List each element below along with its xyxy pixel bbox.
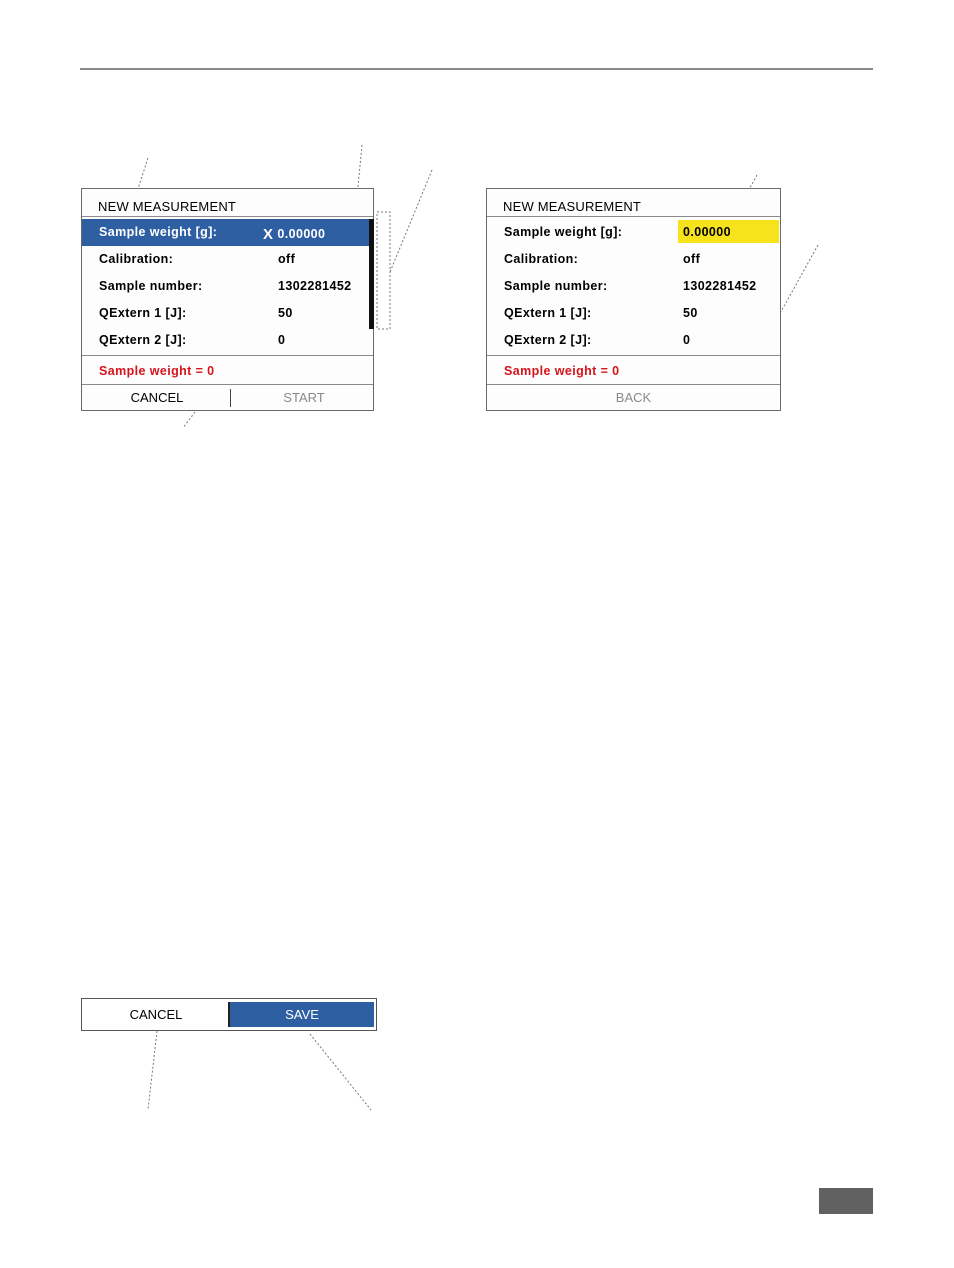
row-label: QExtern 1 [J]: bbox=[504, 306, 592, 320]
row-sample-number[interactable] bbox=[82, 273, 369, 300]
row-label: Sample number: bbox=[504, 279, 608, 293]
callout-softkeys bbox=[183, 412, 195, 428]
row-value: 0 bbox=[683, 333, 691, 347]
row-value[interactable] bbox=[263, 225, 325, 242]
softkey-bar bbox=[82, 385, 373, 411]
softkey-bar bbox=[487, 385, 780, 411]
callout-scrollbar bbox=[390, 170, 432, 272]
row-label: Sample weight [g]: bbox=[504, 225, 623, 239]
screen-title-bar bbox=[82, 189, 373, 217]
back-softkey[interactable]: BACK bbox=[615, 390, 652, 405]
status-line bbox=[82, 355, 373, 385]
row-qextern-2[interactable] bbox=[487, 327, 774, 354]
frame-scrollbar bbox=[377, 212, 390, 329]
status-text: Sample weight = 0 bbox=[504, 364, 620, 378]
row-value: 1302281452 bbox=[278, 279, 352, 293]
row-sample-number[interactable] bbox=[487, 273, 774, 300]
cancel-button[interactable]: CANCEL bbox=[129, 1007, 183, 1022]
sample-weight-value: 0.00000 bbox=[277, 227, 326, 241]
row-value: off bbox=[278, 252, 296, 266]
row-label: Sample weight [g]: bbox=[99, 225, 218, 239]
row-label: QExtern 2 [J]: bbox=[504, 333, 592, 347]
status-text: Sample weight = 0 bbox=[99, 364, 215, 378]
save-cancel-bar bbox=[81, 998, 377, 1031]
row-label: Calibration: bbox=[99, 252, 174, 266]
row-qextern-1[interactable] bbox=[487, 300, 774, 327]
row-value: 0.00000 bbox=[683, 225, 731, 239]
edit-marker-icon: X bbox=[263, 226, 274, 243]
row-sample-weight[interactable] bbox=[82, 219, 369, 246]
row-calibration[interactable] bbox=[82, 246, 369, 273]
screen-title-bar bbox=[487, 189, 780, 217]
screen-title: NEW MEASUREMENT bbox=[503, 199, 642, 214]
save-button[interactable]: SAVE bbox=[230, 1002, 374, 1027]
row-label: Sample number: bbox=[99, 279, 203, 293]
callout-cancel bbox=[148, 1031, 157, 1110]
screen-view bbox=[486, 188, 781, 411]
row-qextern-2[interactable] bbox=[82, 327, 369, 354]
row-label: QExtern 1 [J]: bbox=[99, 306, 187, 320]
row-label: Calibration: bbox=[504, 252, 579, 266]
row-value: 50 bbox=[278, 306, 293, 320]
row-value: 50 bbox=[683, 306, 698, 320]
header-rule bbox=[80, 68, 873, 70]
status-line bbox=[487, 355, 780, 385]
row-value: off bbox=[683, 252, 701, 266]
cancel-softkey[interactable]: CANCEL bbox=[130, 390, 184, 405]
row-qextern-1[interactable] bbox=[82, 300, 369, 327]
callout-save bbox=[310, 1034, 371, 1110]
row-sample-weight[interactable] bbox=[487, 219, 774, 246]
scrollbar[interactable] bbox=[369, 219, 374, 329]
screen-title: NEW MEASUREMENT bbox=[98, 199, 237, 214]
screen-edit bbox=[81, 188, 374, 411]
start-softkey[interactable]: START bbox=[283, 390, 325, 405]
row-value: 1302281452 bbox=[683, 279, 757, 293]
page-number-tab bbox=[819, 1188, 873, 1214]
row-value: 0 bbox=[278, 333, 286, 347]
row-calibration[interactable] bbox=[487, 246, 774, 273]
row-label: QExtern 2 [J]: bbox=[99, 333, 187, 347]
